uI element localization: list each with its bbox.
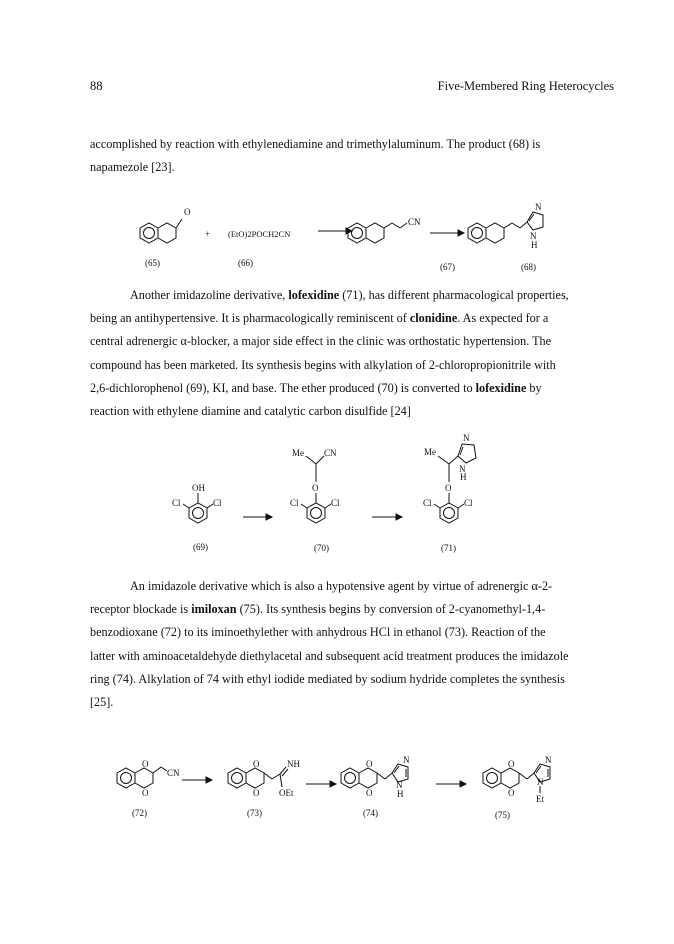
atom-o-72-top: O <box>142 759 149 769</box>
label-69: (69) <box>193 542 208 552</box>
plus-sign: + <box>205 229 211 239</box>
para2-line-2 <box>90 307 612 330</box>
paragraph-lofexidine <box>90 284 612 423</box>
compound-71-ring <box>440 503 458 523</box>
atom-cl-69-left: Cl <box>172 498 181 508</box>
atom-o-75-top: O <box>508 759 515 769</box>
atom-cl-70-left: Cl <box>290 498 299 508</box>
compound-68-benzene-ring <box>468 223 486 243</box>
para3-line-5: ring (74). Alkylation of 74 with ethyl iodide mediated by sodium hydride completes the synthesis <box>90 671 565 686</box>
scheme-lofexidine <box>0 420 674 560</box>
running-title: Five-Membered Ring Heterocycles <box>437 79 614 93</box>
para2-line-6: reaction with ethylene diamine and catalytic carbon disulfide [24] <box>90 404 411 419</box>
label-74: (74) <box>363 808 378 818</box>
atom-n-75-bottom: N <box>537 777 544 787</box>
scheme1-svg <box>0 195 674 275</box>
atom-n-71-bottom: N <box>459 464 466 474</box>
atom-o-71: O <box>445 483 452 493</box>
label-68: (68) <box>521 262 536 272</box>
atom-n-74-top: N <box>403 755 410 765</box>
atom-nh-73: NH <box>287 759 300 769</box>
atom-n-71-top: N <box>463 433 470 443</box>
para3-line-4: latter with aminoacetaldehyde diethylacetal and subsequent acid treatment produces the imidazole <box>90 648 569 663</box>
paragraph-napamezole <box>90 133 612 179</box>
label-70: (70) <box>314 543 329 553</box>
para2-line1-a: Another imidazoline derivative, <box>130 288 289 302</box>
para2-line-4: compound has been marketed. Its synthesis begins with alkylation of 2-chloropropionitrile with <box>90 357 556 372</box>
para2-line-5 <box>90 377 612 400</box>
atom-et-75: Et <box>536 794 544 804</box>
para2-line-3: central adrenergic α-blocker, a major side effect in the clinic was orthostatic hypertension. The <box>90 334 552 349</box>
para1-line-b: napamezole [23]. <box>90 160 175 175</box>
scheme2-svg <box>0 420 674 560</box>
compound-65-benzene-ring <box>140 223 158 243</box>
atom-o-74-bottom: O <box>366 788 373 798</box>
label-72: (72) <box>132 808 147 818</box>
atom-o: O <box>184 207 191 217</box>
drug-name-lofexidine: lofexidine <box>288 288 340 302</box>
compound-65-saturated-ring <box>158 223 176 243</box>
atom-n-bottom: N <box>530 231 537 241</box>
para2-line1-b: (71), has different pharmacological properties, <box>339 288 569 302</box>
atom-h-71: H <box>460 472 467 482</box>
label-71: (71) <box>441 543 456 553</box>
scheme-imiloxan <box>0 755 674 835</box>
compound-72-benzene-ring <box>117 768 135 788</box>
atom-cl-70-right: Cl <box>331 498 340 508</box>
para3-line2-a: receptor blockade is <box>90 602 192 617</box>
atom-cn-70: CN <box>324 448 337 458</box>
atom-o-72-bottom: O <box>142 788 149 798</box>
reagent-66: (EtO)2POCH2CN <box>228 229 291 239</box>
compound-69-ring <box>189 503 207 523</box>
paragraph-imiloxan <box>90 575 612 714</box>
atom-h-74: H <box>397 789 404 799</box>
atom-n-75-top: N <box>545 755 552 765</box>
atom-o-75-bottom: O <box>508 788 515 798</box>
label-73: (73) <box>247 808 262 818</box>
label-65: (65) <box>145 258 160 268</box>
compound-74-benzene-ring <box>341 768 359 788</box>
drug-name-lofexidine-2: lofexidine <box>475 380 527 395</box>
atom-cl-69-right: Cl <box>213 498 222 508</box>
scheme3-svg <box>0 755 674 835</box>
label-66: (66) <box>238 258 253 268</box>
atom-oh: OH <box>192 483 205 493</box>
atom-n-74-bottom: N <box>396 780 403 790</box>
atom-cn-72: CN <box>167 768 180 778</box>
atom-me-71: Me <box>424 447 436 457</box>
atom-o-73-top: O <box>253 759 260 769</box>
atom-cl-71-left: Cl <box>423 498 432 508</box>
para2-line5-b: by <box>526 380 542 395</box>
para3-line-6: [25]. <box>90 695 114 710</box>
label-67: (67) <box>440 262 455 272</box>
compound-70-ring <box>307 503 325 523</box>
para3-line2-b: (75). Its synthesis begins by conversion of 2-cyanomethyl-1,4- <box>236 602 546 617</box>
atom-o-74-top: O <box>366 759 373 769</box>
atom-cl-71-right: Cl <box>464 498 473 508</box>
atom-cn: CN <box>408 217 421 227</box>
atom-oet-73: OEt <box>279 788 294 798</box>
atom-o-70: O <box>312 483 319 493</box>
para2-line2-a: being an antihypertensive. It is pharmacologically reminiscent of <box>90 311 410 326</box>
label-75: (75) <box>495 810 510 820</box>
atom-o-73-bottom: O <box>253 788 260 798</box>
para2-line-1 <box>90 284 612 307</box>
scheme-napamezole <box>0 195 674 275</box>
para3-line-3: benzodioxane (72) to its iminoethylether with anhydrous HCl in ethanol (73). Reaction of the <box>90 625 546 640</box>
para1-line-a: accomplished by reaction with ethylenediamine and trimethylaluminum. The product (68) is <box>90 137 541 151</box>
atom-h: H <box>531 240 538 250</box>
compound-75-benzene-ring <box>483 768 501 788</box>
atom-n-top: N <box>535 202 542 212</box>
para2-line2-b: . As expected for a <box>457 311 549 326</box>
para2-line5-a: 2,6-dichlorophenol (69), KI, and base. The ether produced (70) is converted to <box>90 380 476 395</box>
page-number: 88 <box>90 79 103 93</box>
para3-line-1: An imidazole derivative which is also a hypotensive agent by virtue of adrenergic α-2- <box>130 579 553 593</box>
compound-67-benzene-ring <box>348 223 366 243</box>
drug-name-imiloxan: imiloxan <box>191 602 237 617</box>
atom-me-70: Me <box>292 448 304 458</box>
drug-name-clonidine: clonidine <box>409 311 458 326</box>
compound-73-benzene-ring <box>228 768 246 788</box>
para3-line-2 <box>90 598 612 621</box>
